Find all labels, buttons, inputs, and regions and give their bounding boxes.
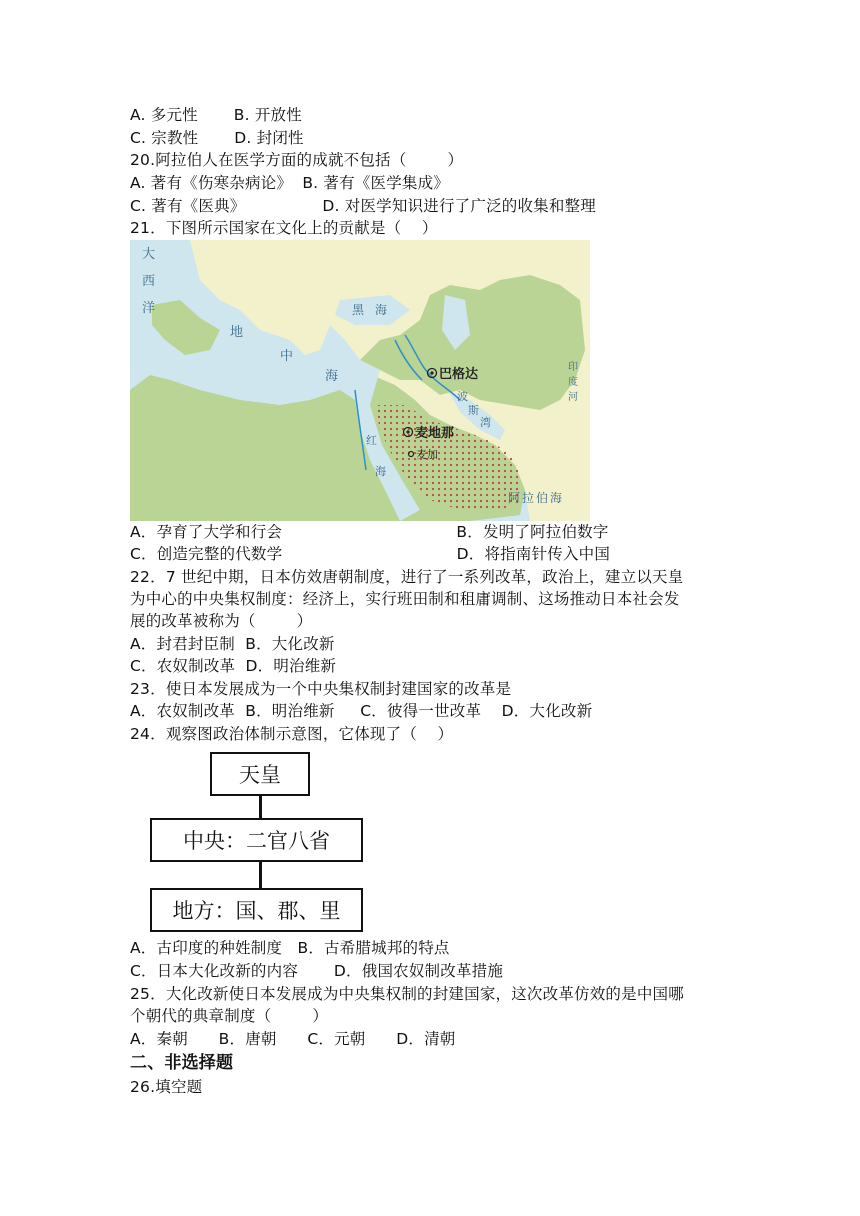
q19-options-ab: A. 多元性 B. 开放性 <box>130 106 302 124</box>
q25-stem-1: 25．大化改新使日本发展成为中央集权制的封建国家，这次改革仿效的是中国哪 <box>130 985 684 1003</box>
q25-stem-2: 个朝代的典章制度（ ） <box>130 1007 329 1025</box>
section-heading-non-choice: 二、非选择题 <box>130 1053 234 1073</box>
q24-options-cd: C．日本大化改新的内容 D．俄国农奴制改革措施 <box>130 962 504 980</box>
q20-stem: 20.阿拉伯人在医学方面的成就不包括（ ） <box>130 151 464 169</box>
map-label-baghdad: 巴格达 <box>439 367 479 382</box>
map-label-zhong: 中 <box>280 349 294 364</box>
diagram-box-emperor: 天皇 <box>210 752 310 796</box>
q22-stem-1: 22．7 世纪中期，日本仿效唐朝制度，进行了一系列改革，政治上，建立以天皇 <box>130 568 684 586</box>
map-label-yin: 印 <box>568 362 578 373</box>
q22-options-ab: A．封君封臣制 B．大化改新 <box>130 635 335 653</box>
q21-options-cd: C．创造完整的代数学 D．将指南针传入中国 <box>130 545 611 563</box>
map-label-hai3: 海 <box>375 465 386 478</box>
map-label-wan: 湾 <box>480 416 491 429</box>
q23-stem: 23．使日本发展成为一个中央集权制封建国家的改革是 <box>130 680 512 698</box>
q22-stem-2: 为中心的中央集权制度：经济上，实行班田制和租庸调制、这场推动日本社会发 <box>130 590 680 608</box>
map-label-bo: 波 <box>457 390 468 403</box>
q21-options-ab: A．孕育了大学和行会 B．发明了阿拉伯数字 <box>130 523 609 541</box>
q24-options-ab: A．古印度的种姓制度 B．古希腊城邦的特点 <box>130 939 450 957</box>
q23-options: A．农奴制改革 B．明治维新 C．彼得一世改革 D．大化改新 <box>130 702 593 720</box>
map-label-hei: 黑 <box>352 303 365 317</box>
map-label-hai2: 海 <box>375 303 388 317</box>
map-label-yang: 洋 <box>142 301 156 316</box>
diagram-connector-2 <box>259 862 262 888</box>
q19-options-cd: C. 宗教性 D. 封闭性 <box>130 129 304 147</box>
diagram-box-local: 地方：国、郡、里 <box>150 888 363 932</box>
map-label-arabian-sea: 阿拉伯海 <box>508 491 565 505</box>
political-system-diagram <box>150 752 365 934</box>
q25-options: A．秦朝 B．唐朝 C．元朝 D．清朝 <box>130 1030 456 1048</box>
diagram-connector-1 <box>259 796 262 818</box>
q21-stem: 21．下图所示国家在文化上的贡献是（ ） <box>130 219 438 237</box>
q20-options-cd: C. 著有《医典》 D. 对医学知识进行了广泛的收集和整理 <box>130 197 596 215</box>
diagram-box-central: 中央：二官八省 <box>150 818 363 862</box>
q22-stem-3: 展的改革被称为（ ） <box>130 612 313 630</box>
map-label-he: 河 <box>568 392 578 403</box>
map-label-hong: 红 <box>366 434 377 447</box>
arab-empire-map <box>130 240 590 521</box>
map-label-hai: 海 <box>325 369 339 384</box>
map-label-si: 斯 <box>468 404 479 417</box>
q26-label: 26.填空题 <box>130 1078 203 1096</box>
q22-options-cd: C．农奴制改革 D．明治维新 <box>130 657 337 675</box>
map-label-da: 大 <box>142 247 156 262</box>
q24-stem: 24．观察图政治体制示意图，它体现了（ ） <box>130 725 454 743</box>
map-label-xi: 西 <box>142 274 156 289</box>
map-label-di: 地 <box>230 325 244 340</box>
q20-options-ab: A. 著有《伤寒杂病论》 B. 著有《医学集成》 <box>130 174 450 192</box>
map-label-du: 度 <box>568 377 578 388</box>
map-label-medina: 麦地那 <box>415 426 455 441</box>
map-label-mecca: 麦加 <box>416 448 438 461</box>
